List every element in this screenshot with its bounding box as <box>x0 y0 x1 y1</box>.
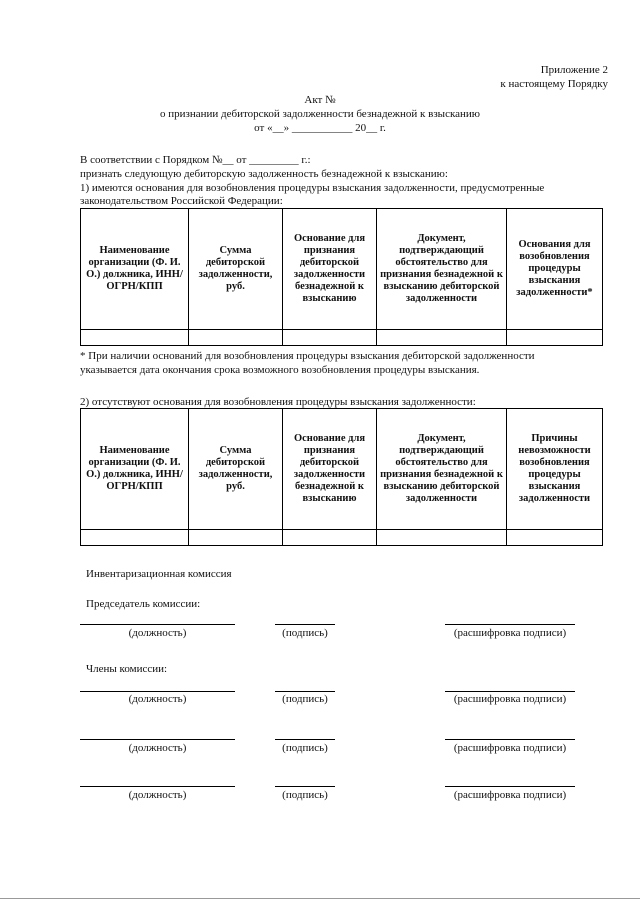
table-row <box>81 330 603 346</box>
decoding-line <box>445 739 575 740</box>
decoding-caption: (расшифровка подписи) <box>453 742 567 754</box>
appendix-label: Приложение 2 <box>540 64 608 76</box>
col-header-amount: Сумма дебиторской задолженности, руб. <box>189 409 283 530</box>
act-date: от «__» ___________ 20__ г. <box>254 122 386 134</box>
col-header-basis: Основание для признания дебиторской задолженности безнадежной к взысканию <box>283 209 377 330</box>
col-header-document: Документ, подтверждающий обстоятельство для признания безнадежной к взысканию дебиторской задолженности <box>377 409 507 530</box>
act-subtitle: о признании дебиторской задолженности безнадежной к взысканию <box>160 108 480 120</box>
col-header-debtor: Наименование организации (Ф. И. О.) должника, ИНН/ОГРН/КПП <box>81 409 189 530</box>
signature-line <box>275 786 335 787</box>
table-row <box>81 530 603 546</box>
position-caption: (должность) <box>128 742 187 754</box>
page-bottom-rule <box>0 898 640 899</box>
footnote-line1: * При наличии оснований для возобновления процедуры взыскания дебиторской задолженности <box>80 350 535 362</box>
section1-line1: 1) имеются основания для возобновления процедуры взыскания задолженности, предусмотренные <box>80 182 545 194</box>
col-header-impossibility-reasons: Причины невозможности возобновления процедуры взыскания задолженности <box>507 409 603 530</box>
signature-caption: (подпись) <box>282 742 328 754</box>
decoding-line <box>445 691 575 692</box>
members-label: Члены комиссии: <box>86 663 168 675</box>
signature-caption: (подпись) <box>282 627 328 639</box>
col-header-resume-grounds: Основания для возобновления процедуры взыскания задолженности* <box>507 209 603 330</box>
footnote-line2: указывается дата окончания срока возможного возобновления процедуры взыскания. <box>80 364 480 376</box>
decoding-caption: (расшифровка подписи) <box>453 693 567 705</box>
decoding-caption: (расшифровка подписи) <box>453 789 567 801</box>
position-caption: (должность) <box>128 627 187 639</box>
position-line <box>80 786 235 787</box>
intro-decision: признать следующую дебиторскую задолженность безнадежной к взысканию: <box>80 168 448 180</box>
intro-order: В соответствии с Порядком №__ от _________ г.: <box>80 154 311 166</box>
position-line <box>80 691 235 692</box>
signature-line <box>275 624 335 625</box>
signature-caption: (подпись) <box>282 789 328 801</box>
act-title: Акт № <box>304 94 336 106</box>
position-line <box>80 739 235 740</box>
signature-line <box>275 691 335 692</box>
position-line <box>80 624 235 625</box>
commission-title: Инвентаризационная комиссия <box>86 568 232 580</box>
appendix-reference: к настоящему Порядку <box>500 78 608 90</box>
decoding-line <box>445 786 575 787</box>
table-grounds-present <box>80 208 603 346</box>
decoding-line <box>445 624 575 625</box>
signature-caption: (подпись) <box>282 693 328 705</box>
signature-line <box>275 739 335 740</box>
col-header-amount: Сумма дебиторской задолженности, руб. <box>189 209 283 330</box>
chair-label: Председатель комиссии: <box>86 598 201 610</box>
section1-line2: законодательством Российской Федерации: <box>80 195 283 207</box>
position-caption: (должность) <box>128 693 187 705</box>
section2-line1: 2) отсутствуют основания для возобновления процедуры взыскания задолженности: <box>80 396 476 408</box>
col-header-debtor: Наименование организации (Ф. И. О.) должника, ИНН/ОГРН/КПП <box>81 209 189 330</box>
col-header-document: Документ, подтверждающий обстоятельство для признания безнадежной к взысканию дебиторской задолженности <box>377 209 507 330</box>
table-grounds-absent <box>80 408 603 546</box>
position-caption: (должность) <box>128 789 187 801</box>
decoding-caption: (расшифровка подписи) <box>453 627 567 639</box>
col-header-basis: Основание для признания дебиторской задолженности безнадежной к взысканию <box>283 409 377 530</box>
